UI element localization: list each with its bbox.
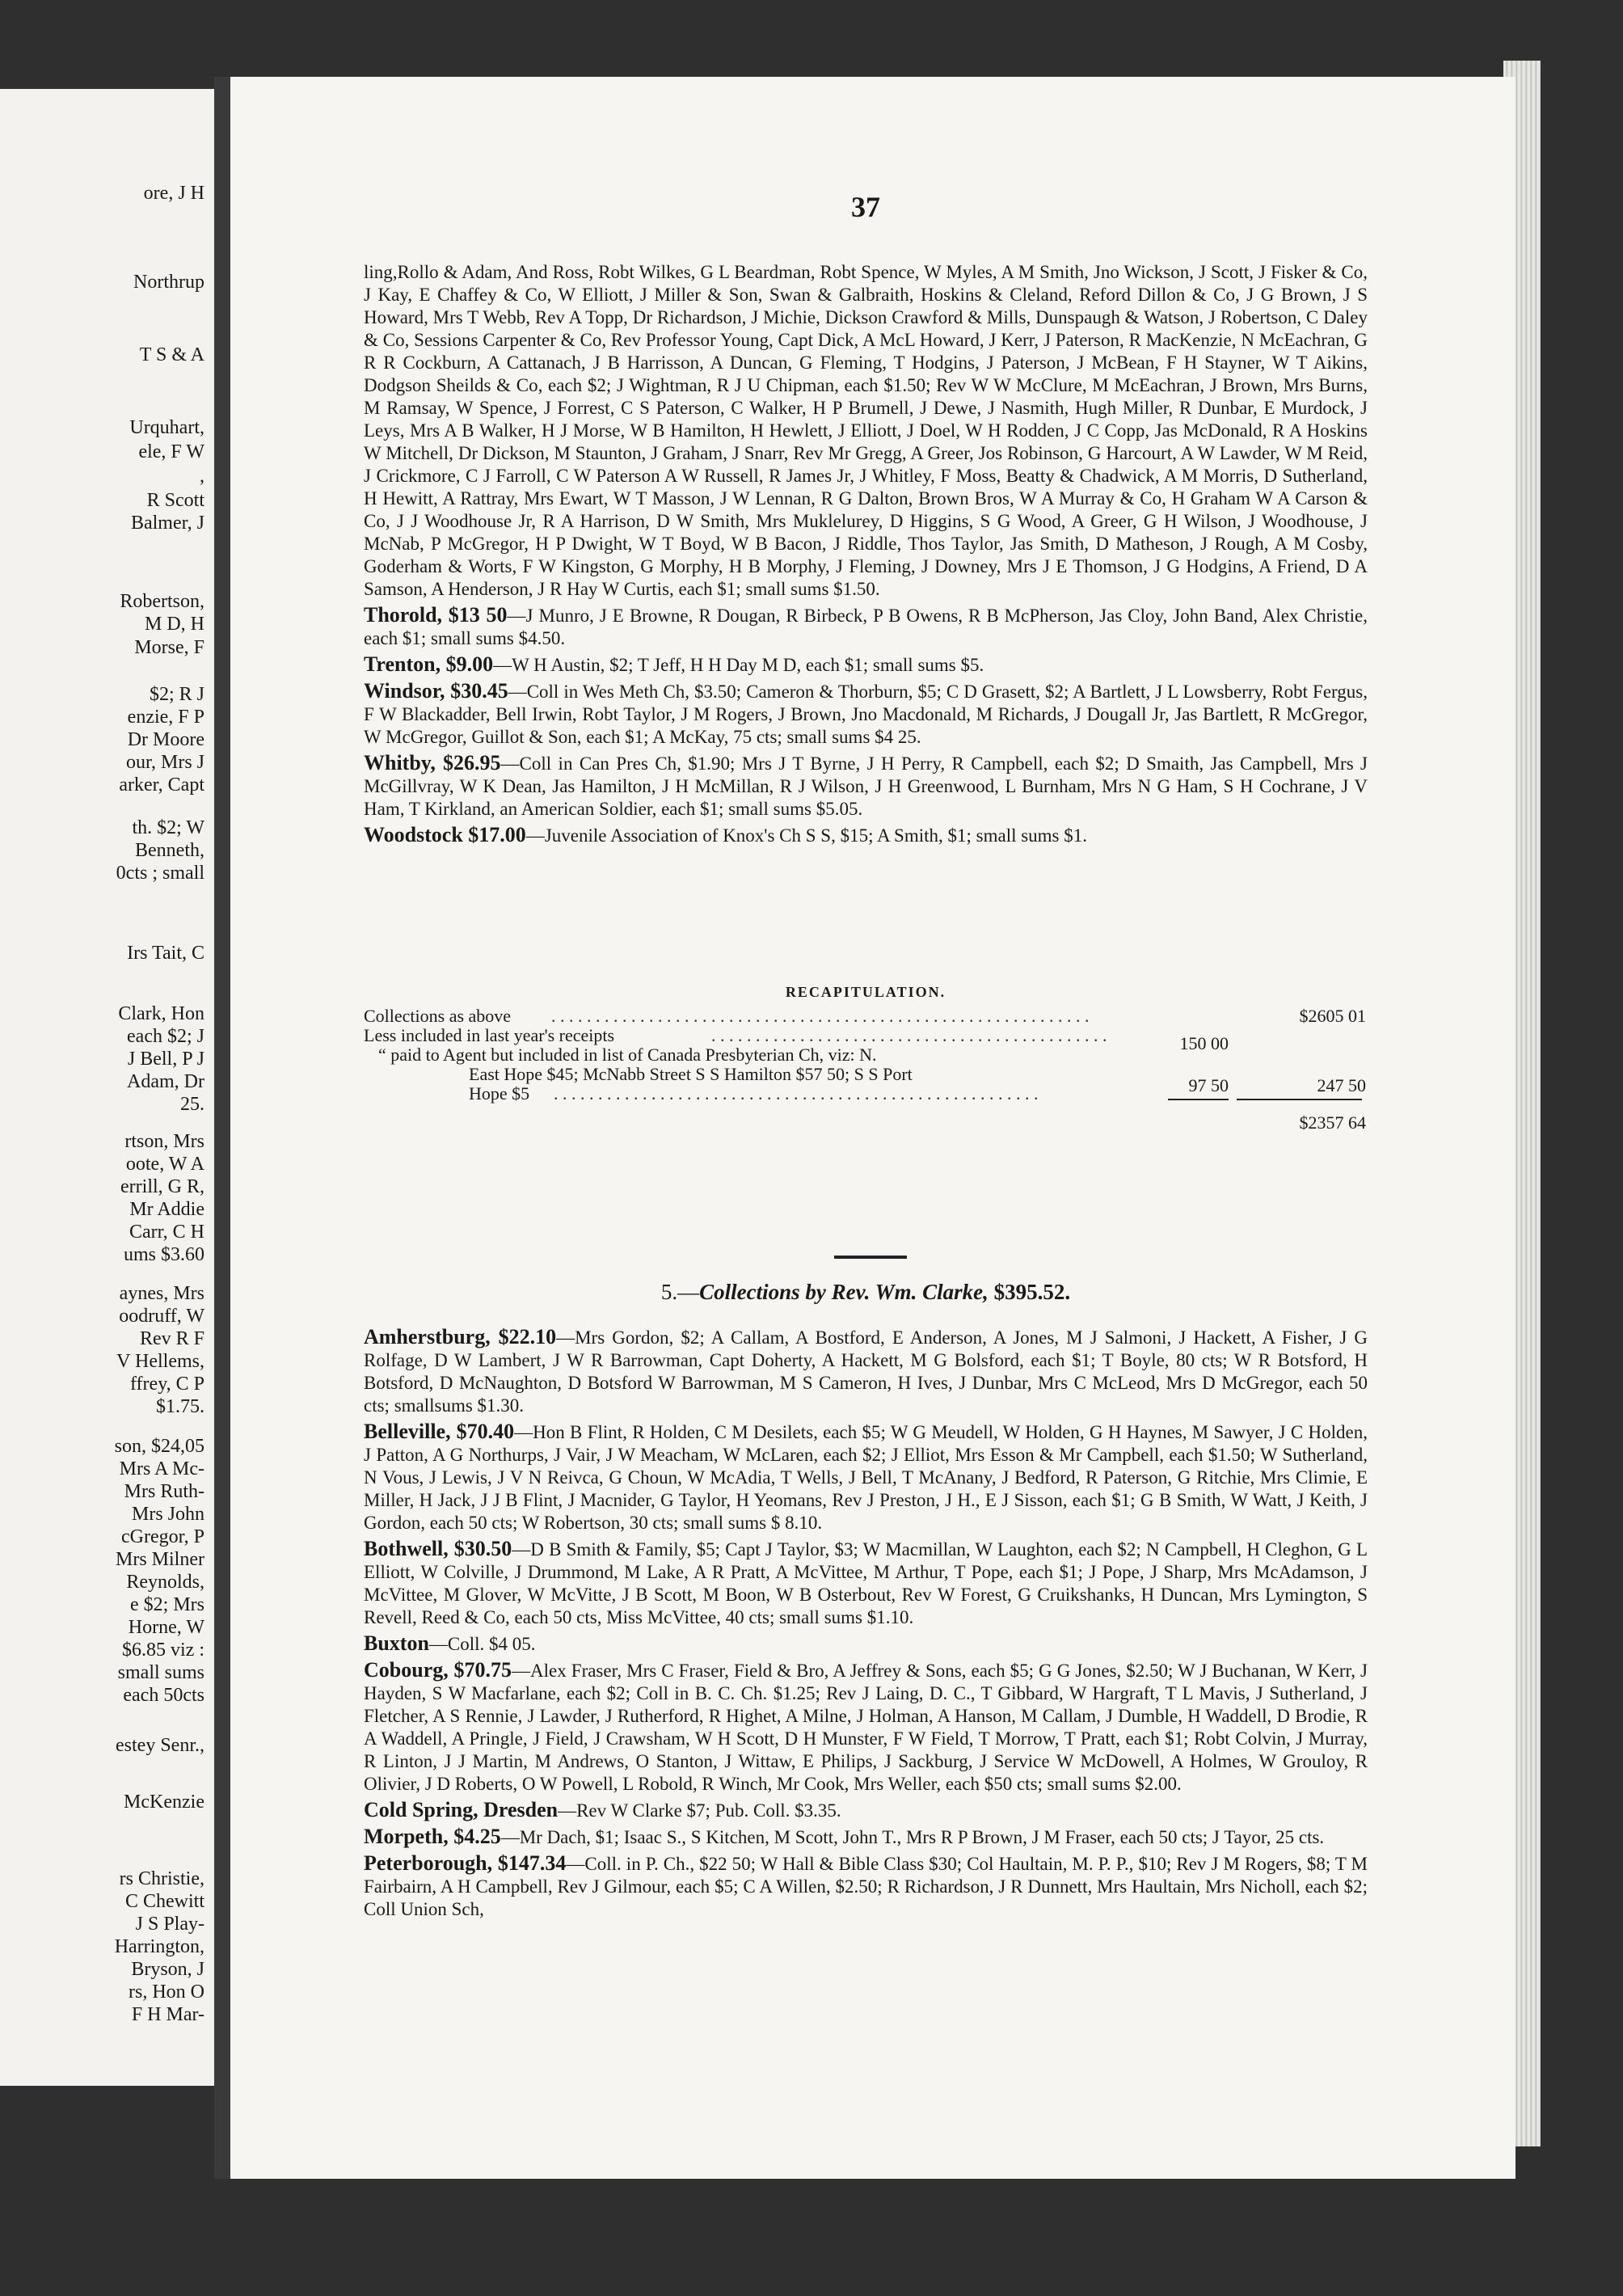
left-page-text-fragment: R Scott — [146, 490, 204, 511]
left-page-text-fragment: Northrup — [133, 272, 204, 293]
contributor-list: —J Munro, J E Browne, R Dougan, R Birbeck, P B Owens, R B McPherson, Jas Cloy, John Band, Alex Christie, each $1; small sums $4.50. — [364, 606, 1368, 648]
left-page-text-fragment: ele, F W — [138, 441, 204, 462]
left-page-text-fragment: estey Senr., — [116, 1735, 204, 1756]
recap-row — [364, 1025, 1368, 1053]
left-page-text-fragment: each 50cts — [123, 1685, 204, 1706]
left-page-text-fragment: $1.75. — [156, 1396, 204, 1417]
left-page-text-fragment: F H Mar- — [131, 2004, 204, 2025]
contributor-list: —Juvenile Association of Knox's Ch S S, $15; A Smith, $1; small sums $1. — [525, 825, 1088, 846]
left-page-text-fragment: Mrs A Mc- — [119, 1458, 204, 1479]
left-page-text-fragment: oote, W A — [125, 1154, 204, 1175]
section-amount: $395.52. — [993, 1280, 1071, 1304]
left-page-text-fragment: Horne, W — [128, 1617, 204, 1638]
left-page-text-fragment: Morse, F — [134, 637, 204, 658]
location-heading: Cobourg, $70.75 — [364, 1658, 512, 1682]
contribution-entry — [364, 1799, 1368, 1822]
contributions-block-2 — [364, 1326, 1368, 1924]
location-heading: Windsor, $30.45 — [364, 679, 508, 703]
location-heading: Cold Spring, Dresden — [364, 1798, 559, 1821]
location-heading: Belleville, $70.40 — [364, 1420, 515, 1443]
recap-total: $2357 64 — [1299, 1112, 1366, 1133]
contributions-block-1 — [364, 261, 1368, 850]
recap-label: Collections as above — [364, 1006, 512, 1026]
contributor-list: —Coll. in P. Ch., $22 50; W Hall & Bible Class $30; Col Haultain, M. P. P., $10; Rev J M Rogers, $8; T M Fairbairn, A H Campbell, Rev J Gilmour, each $5; C A Willen, $2.50; R Richardson, J R Dunnett, Mrs Haultain, Mrs Nicholl, each $2; Coll Union Sch, — [364, 1854, 1368, 1919]
section-number: 5.— — [660, 1280, 700, 1304]
location-heading: Morpeth, $4.25 — [364, 1825, 501, 1848]
left-page-text-fragment: $6.85 viz : — [122, 1640, 204, 1661]
left-page-text-fragment: e $2; Mrs — [130, 1594, 204, 1615]
contribution-entry — [364, 604, 1368, 650]
recap-amount: 247 50 — [1317, 1075, 1366, 1095]
entries-list-2 — [364, 1326, 1368, 1921]
recap-row — [364, 1113, 1368, 1133]
sum-rule — [1237, 1099, 1362, 1100]
continuation-paragraph: ling,Rollo & Adam, And Ross, Robt Wilkes, G L Beardman, Robt Spence, W Myles, A M Smith, Jno Wickson, J Scott, J Fisker & Co, J Kay, E Chaffey & Co, W Elliott, J Miller & Son, Swan & Galbraith, Hoskins & Cleland, Reford Dillon & Co, J G Brown, J S Howard, Mrs T Webb, Rev A Topp, Dr Richardson, J Michie, Dickson Crawford & Mills, Dunspaugh & Watson, J Robertson, C Daley & Co, Sessions Carpenter & Co, Rev Professor Young, Capt Dick, A McL Howard, J Kerr, J Paterson, R MacKenzie, N McEachran, G R R Cockburn, A Cattanach, J B Harrisson, A Duncan, G Fleming, T Hodgins, J Paterson, J McBean, F H Stayner, W T Aikins, Dodgson Sheilds & Co, each $2; J Wightman, R J U Chipman, each $1.50; Rev W W McClure, M McEachran, J Brown, Mrs Burns, M Ramsay, W Spence, J Forrest, C S Paterson, C Walker, H P Brumell, J Dewe, J Nasmith, Hugh Miller, R Dunbar, E Murdock, J Leys, Mrs A B Walker, H J Morse, W B Hamilton, H Hewlett, J Elliott, J Doel, W H Rodden, J C Copp, Jas McDonald, R A Hoskins W Mitchell, Dr Dickson, M Staunton, J Graham, J Snarr, Rev Mr Gregg, A Greer, Jos Robinson, G Harcourt, A W Lawder, W M Reid, J Crickmore, C J Farroll, C W Paterson A W Russell, R James Jr, J Whitley, F Moss, Beatty & Chadwick, A M Morris, D Sutherland, H Hewitt, A Rattray, Mrs Ewart, W T Masson, J W Lennan, R G Dalton, Brown Bros, W A Murray & Co, H Graham W A Carson & Co, J J Woodhouse Jr, R A Harrison, D W Smith, Mrs Muklelurey, D Higgins, S G Wood, A Greer, G H Wilson, J Woodhouse, J McNab, P McGregor, H P Dwight, W T Boyd, W B Bacon, J Riddle, Thos Taylor, Jas Smith, D Matheson, J Rough, A M Cosby, Goderham & Worts, F W Kingston, G Morphy, H B Morphy, J Fleming, J Downey, Mrs J E Thomson, J G Hodgins, A Friend, D A Samson, A Henderson, J R Hay W Curtis, each $1; small sums $1.50. — [364, 262, 1368, 599]
book-gutter — [214, 77, 230, 2179]
location-heading: Amherstburg, $22.10 — [364, 1325, 557, 1348]
left-page-text-fragment: Mrs John — [131, 1504, 204, 1525]
contributor-list: —Coll in Can Pres Ch, $1.90; Mrs J T Byrne, J H Perry, R Campbell, each $2; D Smaith, Jas Campbell, Mrs J McGillvray, W K Dean, Jas Hamilton, J H McMillan, R J Wilson, J H Greenwood, L Burnham, Mrs N G Ham, S H Cochrane, J V Ham, T Kirkland, an American Soldier, each $1; small sums $5.05. — [364, 753, 1368, 819]
left-page-text-fragment: errill, G R, — [120, 1176, 204, 1197]
left-page-text-fragment: Mrs Ruth- — [124, 1481, 204, 1502]
recap-row — [364, 1075, 1368, 1104]
left-page-text-fragment: son, $24,05 — [114, 1436, 204, 1457]
left-page-text-fragment: $2; R J — [149, 684, 204, 705]
contribution-entry — [364, 680, 1368, 749]
location-heading: Bothwell, $30.50 — [364, 1537, 512, 1560]
left-page-text-fragment: T S & A — [139, 344, 204, 365]
section-title — [364, 1280, 1368, 1305]
left-page-text-fragment: Clark, Hon — [118, 1003, 204, 1024]
left-page-text-fragment: Robertson, — [120, 591, 204, 612]
left-page-text-fragment: M D, H — [144, 614, 204, 635]
contribution-entry — [364, 1852, 1368, 1921]
left-page-text-fragment: ffrey, C P — [130, 1374, 204, 1395]
left-page-text-fragment: , — [200, 466, 204, 487]
contribution-entry — [364, 824, 1368, 847]
contributor-list: —W H Austin, $2; T Jeff, H H Day M D, each $1; small sums $5. — [493, 655, 984, 675]
recap-label: “ paid to Agent but included in list of Canada Presbyterian Ch, viz: N. — [378, 1045, 877, 1065]
recapitulation — [364, 1007, 1368, 1133]
left-page-text-fragment: th. $2; W — [132, 817, 204, 838]
left-page-text-fragment: ore, J H — [143, 183, 204, 204]
location-heading: Thorold, $13 50 — [364, 603, 508, 627]
main-page — [230, 77, 1516, 2179]
location-heading: Buxton — [364, 1631, 429, 1655]
left-page-text-fragment: Rev R F — [139, 1328, 204, 1349]
left-page-text-fragment: Mrs Milner — [116, 1549, 204, 1570]
contributor-list: —Hon B Flint, R Holden, C M Desilets, each $5; W G Meudell, W Holden, G H Haynes, M Sawyer, J C Holden, J Patton, A G Northurps, J Vair, J W Meacham, W McLaren, each $2; J Elliot, Mrs Esson & Mr Campbell, each $1.50; W Sutherland, N Vous, J Lewis, J V N Reivca, G Choun, W McAdia, T Wells, J Bell, T McAnany, J Bedford, R Paterson, G Ritchie, Mrs Climie, E Miller, H Jack, J J B Flint, J Macnider, G Taylor, H Yeomans, Rev J Preston, J H., E J Sisson, each $1; G B Smith, W Watt, J Keith, J Gordon, each 50 cts; W Robertson, 30 cts; small sums $ 8.10. — [364, 1422, 1368, 1533]
contribution-entry — [364, 1538, 1368, 1629]
left-page-text-fragment: each $2; J — [127, 1026, 204, 1047]
recap-title: RECAPITULATION. — [785, 984, 946, 1000]
recap-amount: 97 50 — [1188, 1075, 1229, 1095]
sum-rule — [1168, 1099, 1229, 1100]
page-number: 37 — [851, 191, 880, 223]
left-page-fragment — [0, 89, 214, 2086]
left-page-text-fragment: V Hellems, — [116, 1351, 204, 1372]
recap-label: Hope $5 — [469, 1083, 530, 1104]
left-page-text-fragment: Carr, C H — [129, 1222, 204, 1243]
left-page-text-fragment: Bryson, J — [131, 1959, 204, 1980]
contribution-entry — [364, 1326, 1368, 1417]
location-heading: Peterborough, $147.34 — [364, 1851, 567, 1875]
recap-amount: $2605 01 — [1299, 1006, 1366, 1026]
left-page-text-fragment: Irs Tait, C — [127, 943, 204, 964]
recap-label: East Hope $45; McNabb Street S S Hamilton $57 50; S S Port — [469, 1064, 913, 1084]
left-page-text-fragment: Urquhart, — [129, 417, 204, 438]
contribution-entry — [364, 1825, 1368, 1849]
left-page-text-fragment: 0cts ; small — [116, 863, 204, 884]
leader-dots: . . . . . . . . . . . . . . . . . . . . . . . . . . . . . . . . . . . . . . . . . . . . . . . . . . . . . . . . . . . . . — [551, 1007, 1090, 1026]
entries-list-1 — [364, 604, 1368, 847]
section-heading: Collections by Rev. Wm. Clarke, — [699, 1280, 989, 1304]
left-page-text-fragment: C Chewitt — [124, 1891, 204, 1912]
left-page-text-fragment: Adam, Dr — [127, 1071, 204, 1092]
left-page-text-fragment: Benneth, — [135, 840, 204, 861]
left-page-text-fragment: J Bell, P J — [127, 1049, 204, 1070]
recap-label: Less included in last year's receipts — [364, 1025, 615, 1045]
left-page-text-fragment: Reynolds, — [126, 1572, 204, 1593]
contribution-entry — [364, 1632, 1368, 1656]
contributor-list: —Coll. $4 05. — [428, 1634, 536, 1654]
contributor-list: —Mrs Gordon, $2; A Callam, A Bostford, E Anderson, A Jones, M J Salmoni, J Hackett, A Fisher, J G Rolfage, D W Lambert, J W R Barrowman, Capt Doherty, A Hackett, M G Bolsford, each $1; T Boyle, 80 cts; W R Botsford, H Botsford, D McNaughton, D Botsford W Barrowman, M S Cameron, H Ives, J Dunbar, Mrs C McLeod, Mrs D McGregor, each 50 cts; smallsums $1.30. — [364, 1327, 1368, 1416]
left-page-text-fragment: aynes, Mrs — [119, 1283, 204, 1304]
contributor-list: —Rev W Clarke $7; Pub. Coll. $3.35. — [558, 1800, 841, 1821]
left-page-text-fragment: McKenzie — [124, 1792, 204, 1813]
left-page-text-fragment: arker, Capt — [119, 774, 204, 796]
contribution-entry — [364, 752, 1368, 821]
left-page-text-fragment: oodruff, W — [119, 1306, 204, 1327]
left-page-text-fragment: our, Mrs J — [125, 752, 204, 773]
leader-dots: . . . . . . . . . . . . . . . . . . . . . . . . . . . . . . . . . . . . . . . . . . . . . . . . . . . . . . . — [554, 1084, 1039, 1104]
location-heading: Trenton, $9.00 — [364, 652, 494, 676]
left-page-text-fragment: cGregor, P — [120, 1526, 204, 1547]
contribution-entry — [364, 1420, 1368, 1534]
contributor-list: —D B Smith & Family, $5; Capt J Taylor, $3; W Macmillan, W Laughton, each $2; N Campbell, H Cleghon, G L Elliott, W Colville, J Drummond, M Lake, A R Pratt, A McVittee, M Arthur, T Pope, each $1; J Pope, J Sharp, Mrs McAdamson, J McVittee, M Glover, W McVitte, J B Scott, M Boon, W B Osterbout, Rev W Forest, G Cruikshanks, H Duncan, Mrs Lymington, S Revell, Reed & Co, each 50 cts, Miss McVittee, 40 cts; small sums $1.10. — [364, 1539, 1368, 1627]
left-page-text-fragment: rs Christie, — [119, 1868, 204, 1889]
recap-row — [364, 1007, 1368, 1026]
contributor-list: —Alex Fraser, Mrs C Fraser, Field & Bro, A Jeffrey & Sons, each $5; G G Jones, $2.50; W J Buchanan, W Kerr, J Hayden, S W Macfarlane, each $2; Coll in B. C. Ch. $1.25; Rev J Laing, D. C., T Gibbard, W Hargraft, T L Mavis, J Sutherland, J Fletcher, A S Rennie, J Lawder, J Rutherford, R Highet, A Milne, J Holman, A Hanson, M Callam, J Dumble, H Waddell, D Brodie, R A Waddell, A Pringle, J Field, J Crawsham, W H Scott, D H Munster, F W Field, T Morrow, T Pratt, each $1; Robt Colvin, J Murray, R Linton, J J Martin, M Andrews, O Stanton, J Wittaw, E Philips, J Sackburg, J Service W McDowell, A Holmes, W Grouloy, R Olivier, J D Roberts, O W Powell, L Robold, R Winch, Mr Cook, Mrs Weller, each $50 cts; small sums $2.00. — [364, 1661, 1368, 1794]
recap-amount: 150 00 — [1179, 1033, 1229, 1053]
leader-dots: . . . . . . . . . . . . . . . . . . . . . . . . . . . . . . . . . . . . . . . . . . . . . — [711, 1026, 1107, 1045]
contribution-entry — [364, 653, 1368, 677]
section-divider — [834, 1256, 907, 1259]
left-page-text-fragment: Dr Moore — [127, 729, 204, 750]
left-page-text-fragment: enzie, F P — [127, 707, 204, 728]
recap-row — [364, 1045, 1368, 1065]
contributor-list: —Mr Dach, $1; Isaac S., S Kitchen, M Scott, John T., Mrs R P Brown, J M Fraser, each 50 cts; J Tayor, 25 cts. — [500, 1827, 1325, 1847]
left-page-text-fragment: rs, Hon O — [129, 1982, 204, 2003]
left-page-text-fragment: rtson, Mrs — [124, 1131, 204, 1152]
contributor-list: —Coll in Wes Meth Ch, $3.50; Cameron & Thorburn, $5; C D Grasett, $2; A Bartlett, J L Lowsberry, Robt Fergus, F W Blackadder, Bell Irwin, Robt Taylor, J M Rogers, J Brown, Jno Macdonald, M Richards, J Dougall Jr, Jas Bartlett, R McGregor, W McGregor, Guillot & Son, each $1; A McKay, 75 cts; small sums $4 25. — [364, 682, 1368, 747]
left-page-text-fragment: small sums — [117, 1662, 204, 1683]
location-heading: Whitby, $26.95 — [364, 751, 501, 774]
contribution-entry — [364, 1659, 1368, 1796]
left-page-text-fragment: 25. — [180, 1094, 204, 1115]
left-page-text-fragment: ums $3.60 — [123, 1244, 204, 1265]
left-page-text-fragment: Balmer, J — [130, 513, 204, 534]
location-heading: Woodstock $17.00 — [364, 823, 526, 846]
left-page-text-fragment: J S Play- — [135, 1914, 204, 1935]
left-page-text-fragment: Harrington, — [114, 1936, 204, 1957]
left-page-text-fragment: Mr Addie — [129, 1199, 204, 1220]
